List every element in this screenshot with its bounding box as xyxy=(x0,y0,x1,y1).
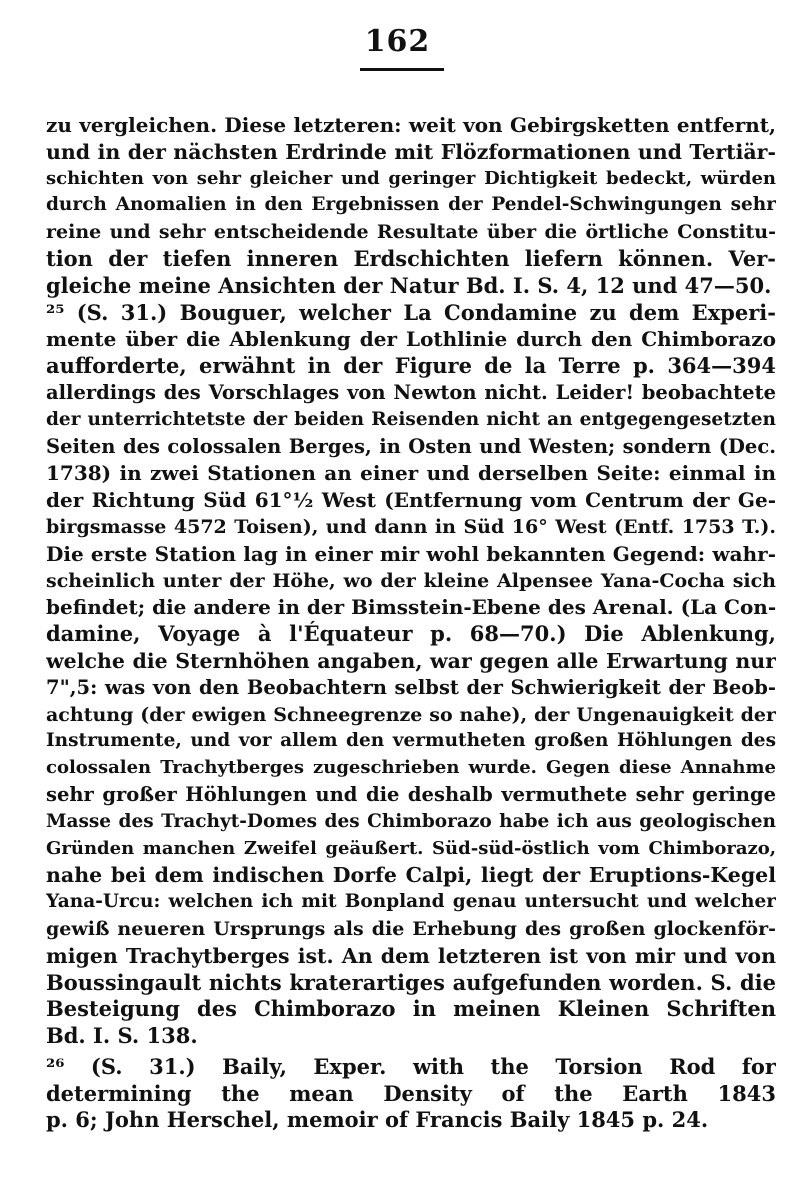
text-line: achtung (der ewigen Schneegrenze so nahe), der Ungenauigkeit der xyxy=(46,703,776,726)
text-line: Boussingault nichts kraterartiges aufgefunden worden. S. die xyxy=(46,969,776,995)
text-line: gewiß neueren Ursprungs als die Erhebung des großen glockenför- xyxy=(46,917,776,940)
text-line: Bd. I. S. 138. xyxy=(46,1023,198,1049)
footnote-26-line: ²⁶ (S. 31.) Baily, Exper. with the Torsion Rod for xyxy=(46,1053,776,1079)
text-line: zu vergleichen. Diese letzteren: weit von Gebirgsketten entfernt, xyxy=(46,113,776,137)
text-line: reine und sehr entscheidende Resultate über die örtliche Constitu- xyxy=(46,221,776,244)
text-line: schichten von sehr gleicher und geringer Dichtigkeit bedeckt, würden xyxy=(46,167,776,189)
text-line: nahe bei dem indischen Dorfe Calpi, liegt der Eruptions-Kegel xyxy=(46,863,776,888)
text-line: colossalen Trachytberges zugeschrieben wurde. Gegen diese Annahme xyxy=(46,757,776,779)
text-line: sehr großer Höhlungen und die deshalb vermuthete sehr geringe xyxy=(46,782,776,806)
text-line: birgsmasse 4572 Toisen), und dann in Süd 16° West (Entf. 1753 T.). xyxy=(46,515,776,538)
text-line: befindet; die andere in der Bimsstein-Ebene des Arenal. (La Con- xyxy=(46,595,776,620)
text-line: Instrumente, und vor allem den vermutheten großen Höhlungen des xyxy=(46,730,776,752)
text-line: gleiche meine Ansichten der Natur Bd. I. S. 4, 12 und 47—50. xyxy=(46,272,772,298)
text-line: 1738) in zwei Stationen an einer und derselben Seite: einmal in xyxy=(46,461,776,486)
text-line: durch Anomalien in den Ergebnissen der Pendel-Schwingungen sehr xyxy=(46,194,776,216)
text-line: Yana-Urcu: welchen ich mit Bonpland genau untersucht und welcher xyxy=(46,891,776,913)
header-rule xyxy=(360,68,444,71)
text-line: welche die Sternhöhen angaben, war gegen alle Erwartung nur xyxy=(46,648,776,673)
text-line: 7",5: was von den Beobachtern selbst der Schwierigkeit der Beob- xyxy=(46,675,776,699)
text-line: p. 6; John Herschel, memoir of Francis Baily 1845 p. 24. xyxy=(46,1107,709,1133)
footnote-25-line: ²⁵ (S. 31.) Bouguer, welcher La Condamine zu dem Experi- xyxy=(46,299,776,325)
text-line: Besteigung des Chimborazo in meinen Kleinen Schriften xyxy=(46,996,776,1022)
text-line: damine, Voyage à l'Équateur p. 68—70.) Die Ablenkung, xyxy=(46,621,776,647)
text-line: Die erste Station lag in einer mir wohl bekannten Gegend: wahr- xyxy=(46,541,776,566)
text-line: und in der nächsten Erdrinde mit Flözformationen und Tertiär- xyxy=(46,139,776,164)
text-line: tion der tiefen inneren Erdschichten liefern können. Ver- xyxy=(46,245,776,271)
text-line: allerdings des Vorschlages von Newton nicht. Leider! beobachtete xyxy=(46,380,776,404)
page-body xyxy=(46,112,776,1134)
text-line: aufforderte, erwähnt in der Figure de la Terre p. 364—394 xyxy=(46,353,776,379)
text-line: determining the mean Density of the Earth 1843 xyxy=(46,1080,776,1106)
page-number: 162 xyxy=(364,24,431,59)
text-line: Masse des Trachyt-Domes des Chimborazo habe ich aus geologischen xyxy=(46,810,776,832)
text-line: scheinlich unter der Höhe, wo der kleine Alpensee Yana-Cocha sich xyxy=(46,569,776,592)
text-line: migen Trachytberges ist. An dem letzteren ist von mir und von xyxy=(46,943,776,968)
text-line: mente über die Ablenkung der Lothlinie durch den Chimborazo xyxy=(46,327,776,352)
text-line: Gründen manchen Zweifel geäußert. Süd-süd-östlich vom Chimborazo, xyxy=(46,837,776,859)
text-line: der Richtung Süd 61°½ West (Entfernung vom Centrum der Ge- xyxy=(46,488,776,513)
text-line: Seiten des colossalen Berges, in Osten und Westen; sondern (Dec. xyxy=(46,434,776,458)
text-line: der unterrichtetste der beiden Reisenden nicht an entgegengesetzten xyxy=(46,408,776,430)
